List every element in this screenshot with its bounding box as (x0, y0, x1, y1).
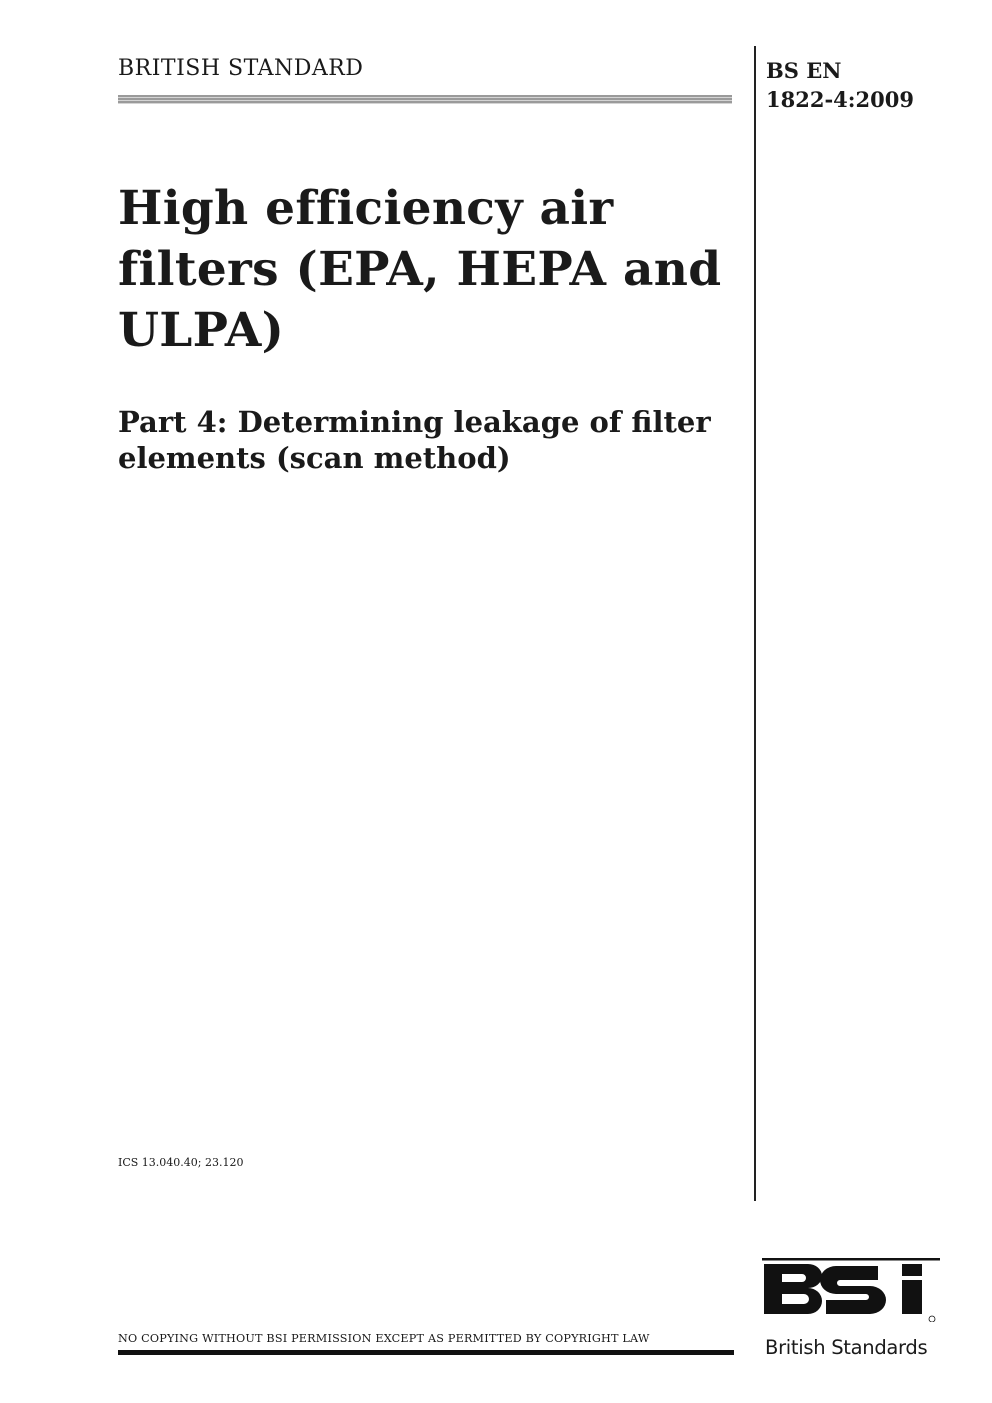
subtitle-line: Part 4: Determining leakage of filter (118, 405, 711, 439)
title-line: ULPA) (118, 303, 285, 358)
ics-code: ICS 13.040.40; 23.120 (118, 1156, 244, 1169)
document-title (118, 178, 738, 361)
title-line: High efficiency air (118, 181, 614, 236)
document-type-label: BRITISH STANDARD (118, 56, 364, 81)
document-subtitle (118, 404, 728, 476)
subtitle-line: elements (scan method) (118, 441, 511, 475)
column-divider (754, 46, 756, 1201)
standard-number-line1: BS EN (766, 58, 842, 83)
footer-rule (118, 1350, 734, 1355)
bsi-logo-icon (762, 1258, 940, 1322)
header-rule (118, 95, 732, 104)
standard-number (766, 56, 914, 114)
title-line: filters (EPA, HEPA and (118, 242, 722, 297)
standard-number-line2: 1822-4:2009 (766, 87, 914, 112)
logo-tagline: British Standards (765, 1336, 928, 1359)
copyright-notice: NO COPYING WITHOUT BSI PERMISSION EXCEPT AS PERMITTED BY COPYRIGHT LAW (118, 1332, 650, 1345)
